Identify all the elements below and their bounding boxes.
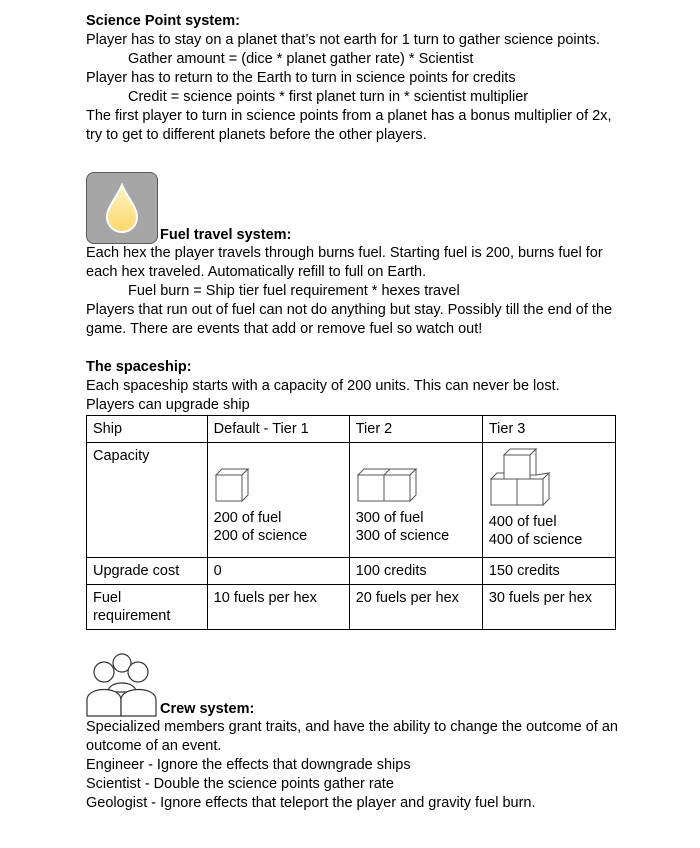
fuel-heading-row bbox=[86, 172, 646, 244]
upgrade-label: Upgrade cost bbox=[87, 558, 208, 585]
upgrade-tier-2: 100 credits bbox=[349, 558, 482, 585]
ship-table bbox=[86, 415, 616, 630]
capacity-tier-2-science: 300 of science bbox=[355, 528, 450, 544]
fuel-line-3: Players that run out of fuel can not do anything but stay. Possibly till the end of the bbox=[86, 302, 613, 318]
header-ship: Ship bbox=[87, 416, 208, 443]
science-line-2: Player has to return to the Earth to turn in science points for credits bbox=[86, 70, 516, 86]
crew-heading-row bbox=[86, 652, 646, 718]
science-formula-credit: Credit = science points * first planet turn in * scientist multiplier bbox=[128, 89, 529, 105]
capacity-tier-3 bbox=[482, 443, 615, 558]
cube-stack-1-icon bbox=[214, 467, 254, 508]
cube-stack-3-icon bbox=[489, 447, 555, 512]
science-line-3: The first player to turn in science points from a planet has a bonus multiplier of 2x, bbox=[86, 108, 612, 124]
ship-table-upgrade-row bbox=[87, 558, 616, 585]
ship-table-capacity-row bbox=[87, 443, 616, 558]
capacity-tier-2 bbox=[349, 443, 482, 558]
crew-heading: Crew system: bbox=[160, 701, 255, 717]
spacer bbox=[86, 339, 646, 358]
fuelreq-tier-1: 10 fuels per hex bbox=[207, 585, 349, 630]
capacity-tier-1 bbox=[207, 443, 349, 558]
capacity-tier-2-fuel: 300 of fuel bbox=[355, 510, 424, 526]
crew-geologist: Geologist - Ignore effects that teleport the player and gravity fuel burn. bbox=[86, 795, 536, 811]
fuelreq-tier-2: 20 fuels per hex bbox=[349, 585, 482, 630]
capacity-label: Capacity bbox=[87, 443, 208, 558]
upgrade-tier-1: 0 bbox=[207, 558, 349, 585]
science-line-1: Player has to stay on a planet that’s not earth for 1 turn to gather science points. bbox=[86, 32, 600, 48]
header-tier-2: Tier 2 bbox=[349, 416, 482, 443]
crew-scientist: Scientist - Double the science points gather rate bbox=[86, 776, 394, 792]
fuelreq-label: Fuel requirement bbox=[87, 585, 208, 630]
fuel-heading: Fuel travel system: bbox=[160, 227, 292, 243]
ship-table-header-row bbox=[87, 416, 616, 443]
upgrade-tier-3: 150 credits bbox=[482, 558, 615, 585]
crew-line-2: outcome of an event. bbox=[86, 738, 222, 754]
capacity-tier-3-fuel: 400 of fuel bbox=[488, 514, 557, 530]
spaceship-heading: The spaceship: bbox=[86, 359, 192, 375]
spaceship-line-2: Players can upgrade ship bbox=[86, 397, 250, 413]
fuel-formula: Fuel burn = Ship tier fuel requirement * hexes travel bbox=[128, 283, 460, 299]
cube-stack-2-icon bbox=[356, 467, 422, 508]
document-page bbox=[86, 12, 646, 813]
capacity-tier-1-science: 200 of science bbox=[213, 528, 308, 544]
crew-line-1: Specialized members grant traits, and have the ability to change the outcome of an bbox=[86, 719, 618, 735]
spacer bbox=[86, 145, 646, 164]
science-formula-gather: Gather amount = (dice * planet gather rate) * Scientist bbox=[128, 51, 474, 67]
capacity-tier-3-science: 400 of science bbox=[488, 532, 583, 548]
capacity-tier-1-fuel: 200 of fuel bbox=[213, 510, 282, 526]
header-tier-1: Default - Tier 1 bbox=[207, 416, 349, 443]
science-heading: Science Point system: bbox=[86, 13, 240, 29]
crew-engineer: Engineer - Ignore the effects that downgrade ships bbox=[86, 757, 411, 773]
crew-group-icon bbox=[86, 652, 158, 718]
header-tier-3: Tier 3 bbox=[482, 416, 615, 443]
science-line-4: try to get to different planets before the other players. bbox=[86, 127, 427, 143]
fuel-line-2: each hex traveled. Automatically refill to full on Earth. bbox=[86, 264, 427, 280]
fuelreq-tier-3: 30 fuels per hex bbox=[482, 585, 615, 630]
fuel-line-1: Each hex the player travels through burns fuel. Starting fuel is 200, burns fuel for bbox=[86, 245, 603, 261]
spaceship-line-1: Each spaceship starts with a capacity of 200 units. This can never be lost. bbox=[86, 378, 560, 394]
ship-table-fuelreq-row bbox=[87, 585, 616, 630]
fuel-drop-icon bbox=[86, 172, 158, 244]
fuel-line-4: game. There are events that add or remove fuel so watch out! bbox=[86, 321, 483, 337]
